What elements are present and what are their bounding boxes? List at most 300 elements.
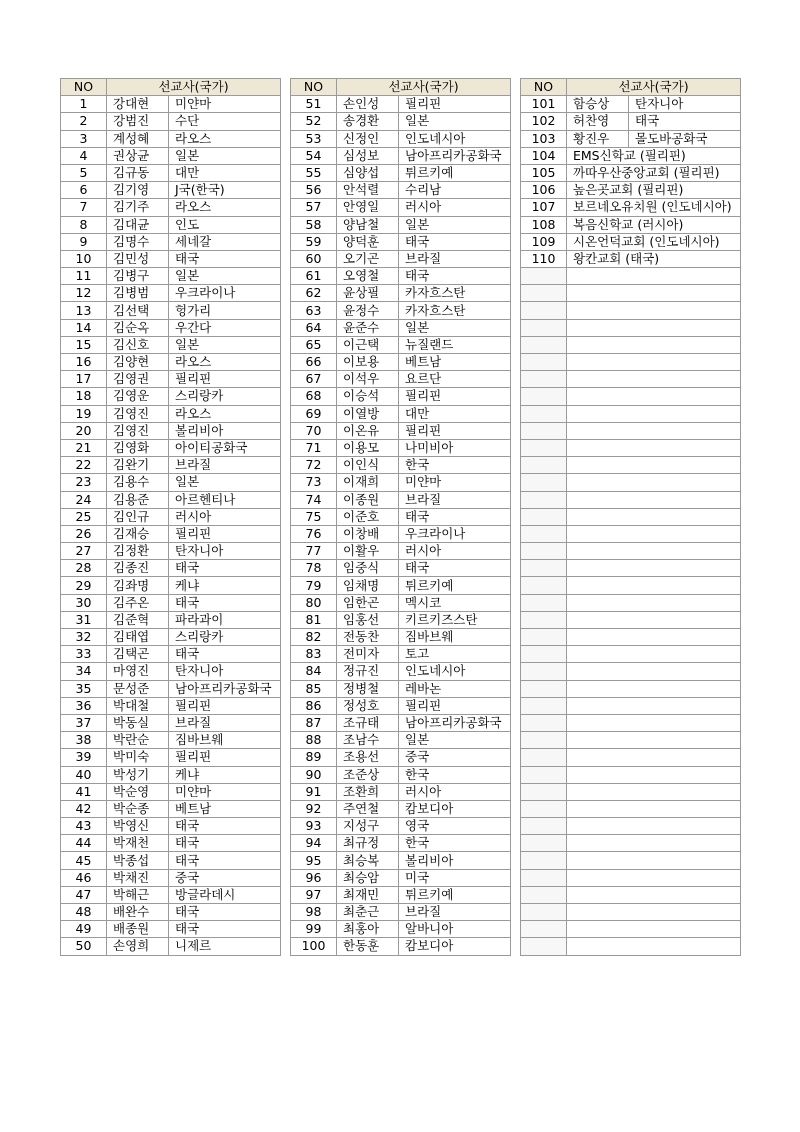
row-number: 65 <box>291 336 337 353</box>
missionary-country: 브라질 <box>399 250 511 267</box>
missionary-name: 강범진 <box>107 113 169 130</box>
missionary-country: 짐바브웨 <box>399 629 511 646</box>
table-row <box>521 611 741 628</box>
table-row <box>61 629 281 646</box>
empty-cell <box>521 371 567 388</box>
row-number: 91 <box>291 783 337 800</box>
row-number: 103 <box>521 130 567 147</box>
missionary-name: 정성호 <box>337 697 399 714</box>
row-number: 89 <box>291 749 337 766</box>
missionary-name: 이보용 <box>337 354 399 371</box>
table-row <box>291 594 511 611</box>
empty-cell <box>521 474 567 491</box>
empty-cell <box>521 543 567 560</box>
missionary-name: 조남수 <box>337 732 399 749</box>
empty-cell <box>521 336 567 353</box>
table-row <box>61 164 281 181</box>
missionary-country: 우크라이나 <box>169 285 281 302</box>
missionary-country: 우간다 <box>169 319 281 336</box>
empty-cell <box>567 611 741 628</box>
missionary-country: 필리핀 <box>169 697 281 714</box>
empty-cell <box>521 611 567 628</box>
row-number: 16 <box>61 354 107 371</box>
missionary-name: 김영진 <box>107 422 169 439</box>
row-number: 96 <box>291 869 337 886</box>
missionary-country: 태국 <box>399 560 511 577</box>
row-number: 84 <box>291 663 337 680</box>
table-row <box>291 525 511 542</box>
empty-cell <box>521 525 567 542</box>
table-row <box>521 818 741 835</box>
row-number: 95 <box>291 852 337 869</box>
row-number: 52 <box>291 113 337 130</box>
missionary-country: 브라질 <box>169 714 281 731</box>
missionary-country: 스리랑카 <box>169 629 281 646</box>
missionary-country: 뉴질랜드 <box>399 336 511 353</box>
missionary-country: 대만 <box>399 405 511 422</box>
missionary-name: 최홍아 <box>337 921 399 938</box>
row-number: 2 <box>61 113 107 130</box>
table-row <box>521 886 741 903</box>
table-row <box>291 921 511 938</box>
table-row <box>291 886 511 903</box>
row-number: 66 <box>291 354 337 371</box>
missionary-name: 양남철 <box>337 216 399 233</box>
row-number: 19 <box>61 405 107 422</box>
table-row <box>521 508 741 525</box>
missionary-country: 태국 <box>169 594 281 611</box>
header-row <box>521 79 741 96</box>
empty-cell <box>567 732 741 749</box>
row-number: 50 <box>61 938 107 955</box>
table-row <box>521 233 741 250</box>
empty-cell <box>567 594 741 611</box>
missionary-country: 인도네시아 <box>399 130 511 147</box>
row-number: 17 <box>61 371 107 388</box>
missionary-name: 김영권 <box>107 371 169 388</box>
missionary-name: 김영운 <box>107 388 169 405</box>
empty-cell <box>567 577 741 594</box>
empty-cell <box>567 818 741 835</box>
missionary-country: 스리랑카 <box>169 388 281 405</box>
empty-cell <box>567 319 741 336</box>
empty-cell <box>521 886 567 903</box>
table-row <box>521 113 741 130</box>
missionary-name: 이활우 <box>337 543 399 560</box>
table-row <box>521 302 741 319</box>
missionary-name: 심양섭 <box>337 164 399 181</box>
missionary-country: 튀르키예 <box>399 886 511 903</box>
row-number: 5 <box>61 164 107 181</box>
empty-cell <box>567 405 741 422</box>
table-row <box>61 233 281 250</box>
missionary-country: 러시아 <box>399 783 511 800</box>
table-row <box>521 164 741 181</box>
empty-cell <box>521 560 567 577</box>
table-row <box>61 543 281 560</box>
row-number: 67 <box>291 371 337 388</box>
empty-cell <box>521 783 567 800</box>
missionary-country: 미국 <box>399 869 511 886</box>
missionary-name: 임한곤 <box>337 594 399 611</box>
table-row <box>521 268 741 285</box>
missionary-name: 김기영 <box>107 182 169 199</box>
missionary-country: 태국 <box>169 852 281 869</box>
row-number: 26 <box>61 525 107 542</box>
row-number: 39 <box>61 749 107 766</box>
table-row <box>61 457 281 474</box>
table-row <box>61 285 281 302</box>
missionary-name: 윤상필 <box>337 285 399 302</box>
missionary-country: 탄자니아 <box>629 96 741 113</box>
row-number: 15 <box>61 336 107 353</box>
missionary-country: 수단 <box>169 113 281 130</box>
empty-cell <box>567 422 741 439</box>
table-row <box>521 646 741 663</box>
table-row <box>61 319 281 336</box>
table-body <box>61 96 281 955</box>
row-number: 86 <box>291 697 337 714</box>
empty-cell <box>521 285 567 302</box>
row-number: 31 <box>61 611 107 628</box>
missionary-entry: 시온언덕교회 (인도네시아) <box>567 233 741 250</box>
row-number: 97 <box>291 886 337 903</box>
missionary-country: 방글라데시 <box>169 886 281 903</box>
row-number: 42 <box>61 800 107 817</box>
empty-cell <box>521 749 567 766</box>
missionary-name: 김영진 <box>107 405 169 422</box>
row-number: 37 <box>61 714 107 731</box>
table-row <box>61 766 281 783</box>
row-number: 43 <box>61 818 107 835</box>
empty-cell <box>521 439 567 456</box>
row-number: 8 <box>61 216 107 233</box>
table-row <box>61 525 281 542</box>
empty-cell <box>521 302 567 319</box>
row-number: 54 <box>291 147 337 164</box>
row-number: 61 <box>291 268 337 285</box>
no-header: NO <box>521 79 567 96</box>
table-row <box>291 938 511 955</box>
row-number: 23 <box>61 474 107 491</box>
empty-cell <box>567 783 741 800</box>
missionary-country: 캄보디아 <box>399 800 511 817</box>
table-row <box>61 96 281 113</box>
table-row <box>291 766 511 783</box>
table-row <box>61 113 281 130</box>
missionary-name: 조용선 <box>337 749 399 766</box>
table-row <box>521 663 741 680</box>
empty-cell <box>567 921 741 938</box>
empty-cell <box>521 422 567 439</box>
row-number: 71 <box>291 439 337 456</box>
empty-cell <box>567 474 741 491</box>
missionary-name: 박순영 <box>107 783 169 800</box>
table-row <box>291 371 511 388</box>
table-row <box>291 714 511 731</box>
missionary-name: 박성기 <box>107 766 169 783</box>
table-row <box>61 611 281 628</box>
row-number: 81 <box>291 611 337 628</box>
missionary-country: 필리핀 <box>399 388 511 405</box>
missionary-name: 임채명 <box>337 577 399 594</box>
table-row <box>291 680 511 697</box>
row-number: 58 <box>291 216 337 233</box>
row-number: 34 <box>61 663 107 680</box>
table-row <box>291 457 511 474</box>
missionary-country: 카자흐스탄 <box>399 302 511 319</box>
empty-cell <box>567 697 741 714</box>
missionary-entry: 까따우산중앙교회 (필리핀) <box>567 164 741 181</box>
missionary-name: 이온유 <box>337 422 399 439</box>
missionary-name: 김규동 <box>107 164 169 181</box>
missionary-country: 한국 <box>399 835 511 852</box>
row-number: 88 <box>291 732 337 749</box>
missionary-name: 이인식 <box>337 457 399 474</box>
row-number: 24 <box>61 491 107 508</box>
table-row <box>291 852 511 869</box>
missionary-name: 지성구 <box>337 818 399 835</box>
missionary-name: 최승복 <box>337 852 399 869</box>
missionary-name: 박채진 <box>107 869 169 886</box>
row-number: 51 <box>291 96 337 113</box>
empty-cell <box>521 405 567 422</box>
row-number: 77 <box>291 543 337 560</box>
table-row <box>521 869 741 886</box>
table-row <box>291 560 511 577</box>
empty-cell <box>567 439 741 456</box>
row-number: 57 <box>291 199 337 216</box>
missionary-name: 손인성 <box>337 96 399 113</box>
missionary-country: 일본 <box>169 336 281 353</box>
missionary-country: 짐바브웨 <box>169 732 281 749</box>
table-row <box>61 371 281 388</box>
missionary-name: 윤정수 <box>337 302 399 319</box>
missionary-country: 미얀마 <box>169 96 281 113</box>
empty-cell <box>567 543 741 560</box>
row-number: 25 <box>61 508 107 525</box>
missionary-name: 김명수 <box>107 233 169 250</box>
row-number: 40 <box>61 766 107 783</box>
row-number: 36 <box>61 697 107 714</box>
missionary-name: 김병구 <box>107 268 169 285</box>
table-row <box>61 216 281 233</box>
row-number: 49 <box>61 921 107 938</box>
table-row <box>291 611 511 628</box>
missionary-name: 최춘근 <box>337 904 399 921</box>
missionary-name: 박미숙 <box>107 749 169 766</box>
missionary-country: 필리핀 <box>169 749 281 766</box>
table-row <box>61 714 281 731</box>
table-row <box>61 336 281 353</box>
empty-cell <box>521 852 567 869</box>
row-number: 72 <box>291 457 337 474</box>
missionary-name: 이종원 <box>337 491 399 508</box>
empty-cell <box>567 646 741 663</box>
table-row <box>291 405 511 422</box>
row-number: 62 <box>291 285 337 302</box>
missionary-country: 한국 <box>399 766 511 783</box>
missionary-name: 이열방 <box>337 405 399 422</box>
row-number: 75 <box>291 508 337 525</box>
missionary-country: 일본 <box>169 268 281 285</box>
missionary-country: 일본 <box>169 147 281 164</box>
row-number: 56 <box>291 182 337 199</box>
row-number: 69 <box>291 405 337 422</box>
table-row <box>521 749 741 766</box>
row-number: 30 <box>61 594 107 611</box>
table-row <box>521 285 741 302</box>
missionary-country: 볼리비아 <box>399 852 511 869</box>
empty-cell <box>521 629 567 646</box>
missionary-header: 선교사(국가) <box>337 79 511 96</box>
table-row <box>521 250 741 267</box>
table-row <box>291 96 511 113</box>
missionary-name: 주연철 <box>337 800 399 817</box>
empty-cell <box>521 800 567 817</box>
table-row <box>291 199 511 216</box>
missionary-name: 박영신 <box>107 818 169 835</box>
table-row <box>521 680 741 697</box>
row-number: 90 <box>291 766 337 783</box>
table-row <box>291 749 511 766</box>
empty-cell <box>567 904 741 921</box>
table-row <box>521 800 741 817</box>
table-row <box>521 714 741 731</box>
table-row <box>291 869 511 886</box>
table-row <box>291 474 511 491</box>
row-number: 78 <box>291 560 337 577</box>
missionary-country: 라오스 <box>169 405 281 422</box>
row-number: 70 <box>291 422 337 439</box>
empty-cell <box>521 354 567 371</box>
empty-cell <box>521 714 567 731</box>
row-number: 85 <box>291 680 337 697</box>
empty-cell <box>567 800 741 817</box>
header-row <box>291 79 511 96</box>
table-row <box>61 474 281 491</box>
row-number: 76 <box>291 525 337 542</box>
missionary-country: 태국 <box>169 921 281 938</box>
table-row <box>61 491 281 508</box>
missionary-name: 김인규 <box>107 508 169 525</box>
table-row <box>521 319 741 336</box>
table-row <box>521 732 741 749</box>
empty-cell <box>567 388 741 405</box>
missionary-name: 이석우 <box>337 371 399 388</box>
empty-cell <box>567 285 741 302</box>
table-row <box>291 268 511 285</box>
table-row <box>291 336 511 353</box>
row-number: 53 <box>291 130 337 147</box>
row-number: 33 <box>61 646 107 663</box>
row-number: 99 <box>291 921 337 938</box>
missionary-name: 배완수 <box>107 904 169 921</box>
row-number: 104 <box>521 147 567 164</box>
missionary-name: 양덕훈 <box>337 233 399 250</box>
row-number: 82 <box>291 629 337 646</box>
table-row <box>521 336 741 353</box>
row-number: 47 <box>61 886 107 903</box>
empty-cell <box>521 594 567 611</box>
table-row <box>521 938 741 955</box>
missionary-country: 러시아 <box>399 199 511 216</box>
table-row <box>61 130 281 147</box>
missionary-country: 태국 <box>169 904 281 921</box>
missionary-name: 오영철 <box>337 268 399 285</box>
table-row <box>61 869 281 886</box>
missionary-country: 인도 <box>169 216 281 233</box>
table-row <box>521 560 741 577</box>
missionary-name: 오기곤 <box>337 250 399 267</box>
missionary-country: 아이티공화국 <box>169 439 281 456</box>
missionary-country: 태국 <box>169 646 281 663</box>
empty-cell <box>567 457 741 474</box>
missionary-country: 케냐 <box>169 577 281 594</box>
missionary-country: 브라질 <box>169 457 281 474</box>
missionary-name: 김준혁 <box>107 611 169 628</box>
missionary-name: 김재승 <box>107 525 169 542</box>
row-number: 12 <box>61 285 107 302</box>
table-row <box>291 577 511 594</box>
missionary-country: 세네갈 <box>169 233 281 250</box>
table-row <box>291 491 511 508</box>
empty-cell <box>567 938 741 955</box>
empty-cell <box>521 319 567 336</box>
row-number: 87 <box>291 714 337 731</box>
missionary-name: 김좌명 <box>107 577 169 594</box>
missionary-name: 김영화 <box>107 439 169 456</box>
missionary-name: 박순종 <box>107 800 169 817</box>
missionary-name: 이승석 <box>337 388 399 405</box>
missionary-country: 베트남 <box>169 800 281 817</box>
missionary-name: 박동실 <box>107 714 169 731</box>
table-row <box>61 783 281 800</box>
table-row <box>61 199 281 216</box>
missionary-name: 박대철 <box>107 697 169 714</box>
table-row <box>291 113 511 130</box>
missionary-name: 정병철 <box>337 680 399 697</box>
missionary-name: 김주온 <box>107 594 169 611</box>
table-row <box>521 182 741 199</box>
missionary-name: 이창배 <box>337 525 399 542</box>
empty-cell <box>521 508 567 525</box>
missionary-name: 마영진 <box>107 663 169 680</box>
missionary-name: 김완기 <box>107 457 169 474</box>
missionary-country: 태국 <box>629 113 741 130</box>
missionary-country: 브라질 <box>399 904 511 921</box>
table-row <box>61 835 281 852</box>
table-row <box>521 457 741 474</box>
table-row <box>61 697 281 714</box>
missionary-country: 멕시코 <box>399 594 511 611</box>
table-row <box>291 285 511 302</box>
table-row <box>291 302 511 319</box>
empty-cell <box>521 818 567 835</box>
missionary-name: 안영일 <box>337 199 399 216</box>
table-row <box>291 697 511 714</box>
table-row <box>521 422 741 439</box>
missionary-name: 임홍선 <box>337 611 399 628</box>
missionary-name: 강대현 <box>107 96 169 113</box>
missionary-country: 베트남 <box>399 354 511 371</box>
missionary-country: 태국 <box>169 818 281 835</box>
missionary-name: 최규정 <box>337 835 399 852</box>
row-number: 60 <box>291 250 337 267</box>
table-row <box>61 818 281 835</box>
missionary-name: 조준상 <box>337 766 399 783</box>
missionary-country: 필리핀 <box>169 371 281 388</box>
